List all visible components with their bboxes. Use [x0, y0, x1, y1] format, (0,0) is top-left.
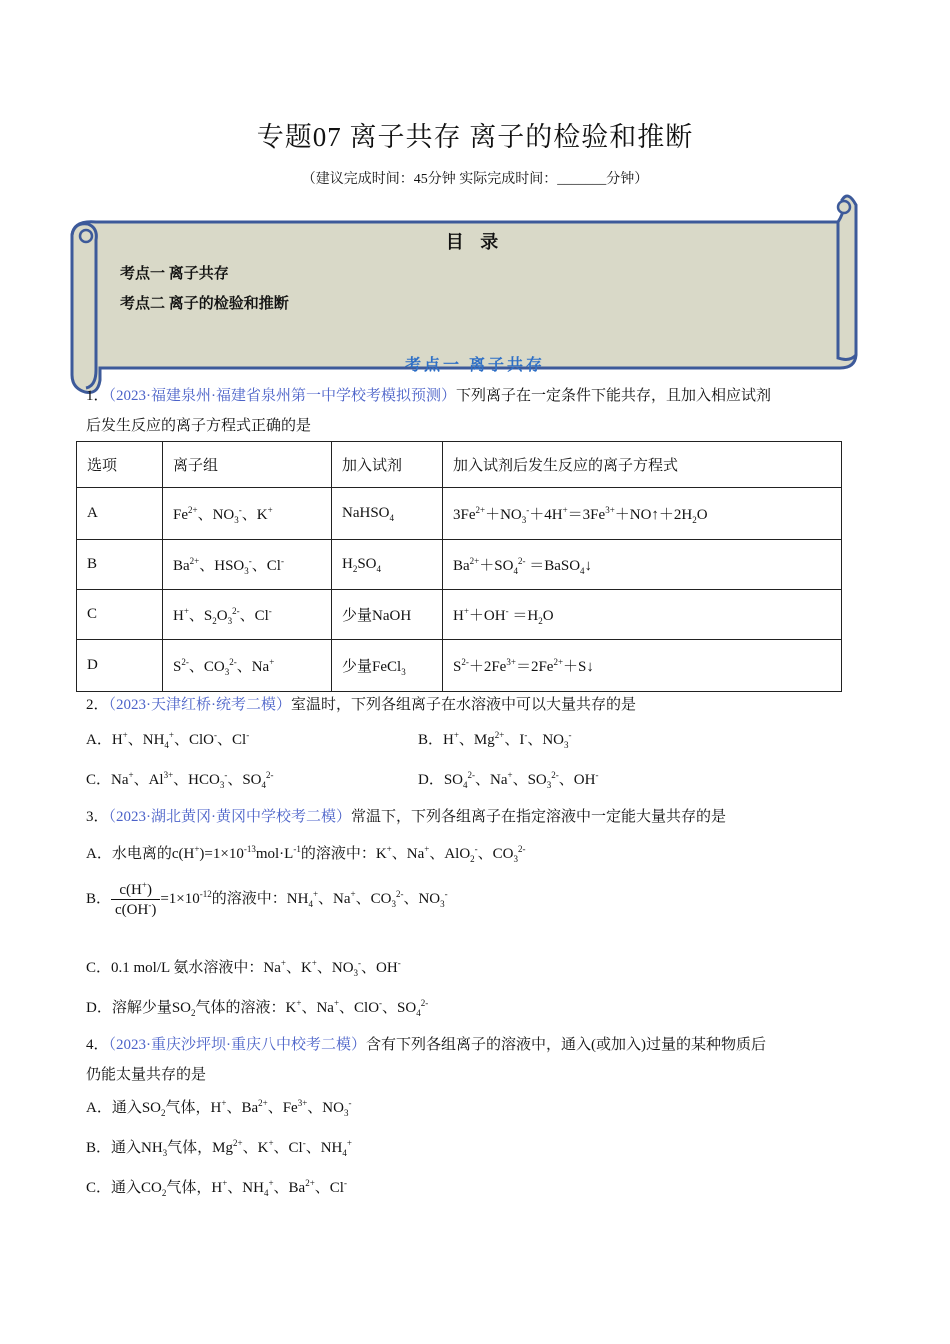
toc-heading: 目 录 — [445, 232, 505, 252]
question-1: 1．（2023·福建泉州·福建省泉州第一中学校考模拟预测）下列离子在一定条件下能共存，且加入相应试剂 后发生反应的离子方程式正确的是 — [86, 388, 772, 434]
q4-option-c[interactable]: C．通入$CO_2$气体，H+、$NH_4^+$、$Ba^{2+}$、Cl- — [86, 1178, 347, 1198]
q1-table — [76, 441, 842, 692]
question-3: 3．（2023·湖北黄冈·黄冈中学校考二模）常温下，下列各组离子在指定溶液中一定能大量共存的是 — [86, 809, 727, 825]
table-row: C H+、$S_2O_3^{2-}$、Cl- 少量NaOH $H^++OH^- =H_2O$ — [77, 590, 842, 640]
question-4: 4．（2023·重庆沙坪坝·重庆八中校考二模）含有下列各组离子的溶液中，通入(或加入)过量的某种物质后 仍能太量共存的是 — [86, 1037, 767, 1083]
q4-option-b[interactable]: B．通入$NH_3$气体，$Mg^{2+}$、K+、Cl-、$NH_4^+$ — [86, 1138, 352, 1158]
q3-option-a[interactable]: A．水电离的$c(H^+)=1\times 10^{-13}mol\cdot L^{-1}$的溶液中：K+、Na+、AlO$_2$-、$CO_3^{2-}$ — [86, 844, 526, 864]
q3-option-b[interactable]: B． $\frac{c(H^+)}{c(OH^-)}$ $=1\times 10^{-12}$的溶液中：$NH_4^+$、Na+、$CO_3^{2-}$、$NO_3^-$ — [86, 880, 448, 918]
toc-item-2[interactable]: 考点二 离子的检验和推断 — [120, 296, 289, 312]
section-title: 考点一 离子共存 — [404, 357, 545, 374]
toc-item-1[interactable]: 考点一 离子共存 — [120, 266, 229, 282]
question-2: 2．（2023·天津红桥·统考二模）室温时，下列各组离子在水溶液中可以大量共存的是 — [86, 697, 637, 713]
q3-option-d[interactable]: D．溶解少量$SO_2$气体的溶液：K+、Na+、ClO-、$SO_4^{2-}$ — [86, 998, 429, 1018]
table-row: D $S^{2-}$、$CO_3^{2-}$、Na+ 少量FeCl$_3$ $S^{2-}+2Fe^{3+}=2Fe^{2+}+S↓$ — [77, 640, 842, 692]
q2-option-d[interactable]: D．$SO_4^{2-}$、Na+、$SO_3^{2-}$、OH- — [418, 770, 599, 790]
table-row: B $Ba^{2+}$、$HSO_3^-$、Cl- $H_2SO_4$ $Ba^{2+}+SO_4^{2-}$ ＝BaSO$_4$↓ — [77, 540, 842, 590]
q3-option-c[interactable]: C．0.1 mol/L 氨水溶液中：Na+、K+、$NO_3^-$、OH- — [86, 958, 401, 978]
page-title: 专题07 离子共存 离子的检验和推断 — [256, 122, 694, 152]
time-note: （建议完成时间：45分钟 实际完成时间：_______分钟） — [301, 172, 649, 187]
table-row: A $Fe^{2+}$、$NO_3^-$、K+ NaHSO$_4$ $3Fe^{2+}+NO_3^-+4H^+=3Fe^{3+}+NO↑+2H_2O$ — [77, 488, 842, 540]
q2-option-b[interactable]: B．H+、$Mg^{2+}$、I-、$NO_3^-$ — [418, 730, 572, 750]
q4-option-a[interactable]: A．通入$SO_2$气体，H+、$Ba^{2+}$、$Fe^{3+}$、$NO_3^-$ — [86, 1098, 352, 1118]
table-header-row: 选项 离子组 加入试剂 加入试剂后发生反应的离子方程式 — [77, 442, 842, 488]
q2-option-a[interactable]: A．H+、$NH_4^+$、ClO-、Cl- — [86, 730, 250, 750]
q2-option-c[interactable]: C．Na+、$Al^{3+}$、$HCO_3^-$、$SO_4^{2-}$ — [86, 770, 274, 790]
